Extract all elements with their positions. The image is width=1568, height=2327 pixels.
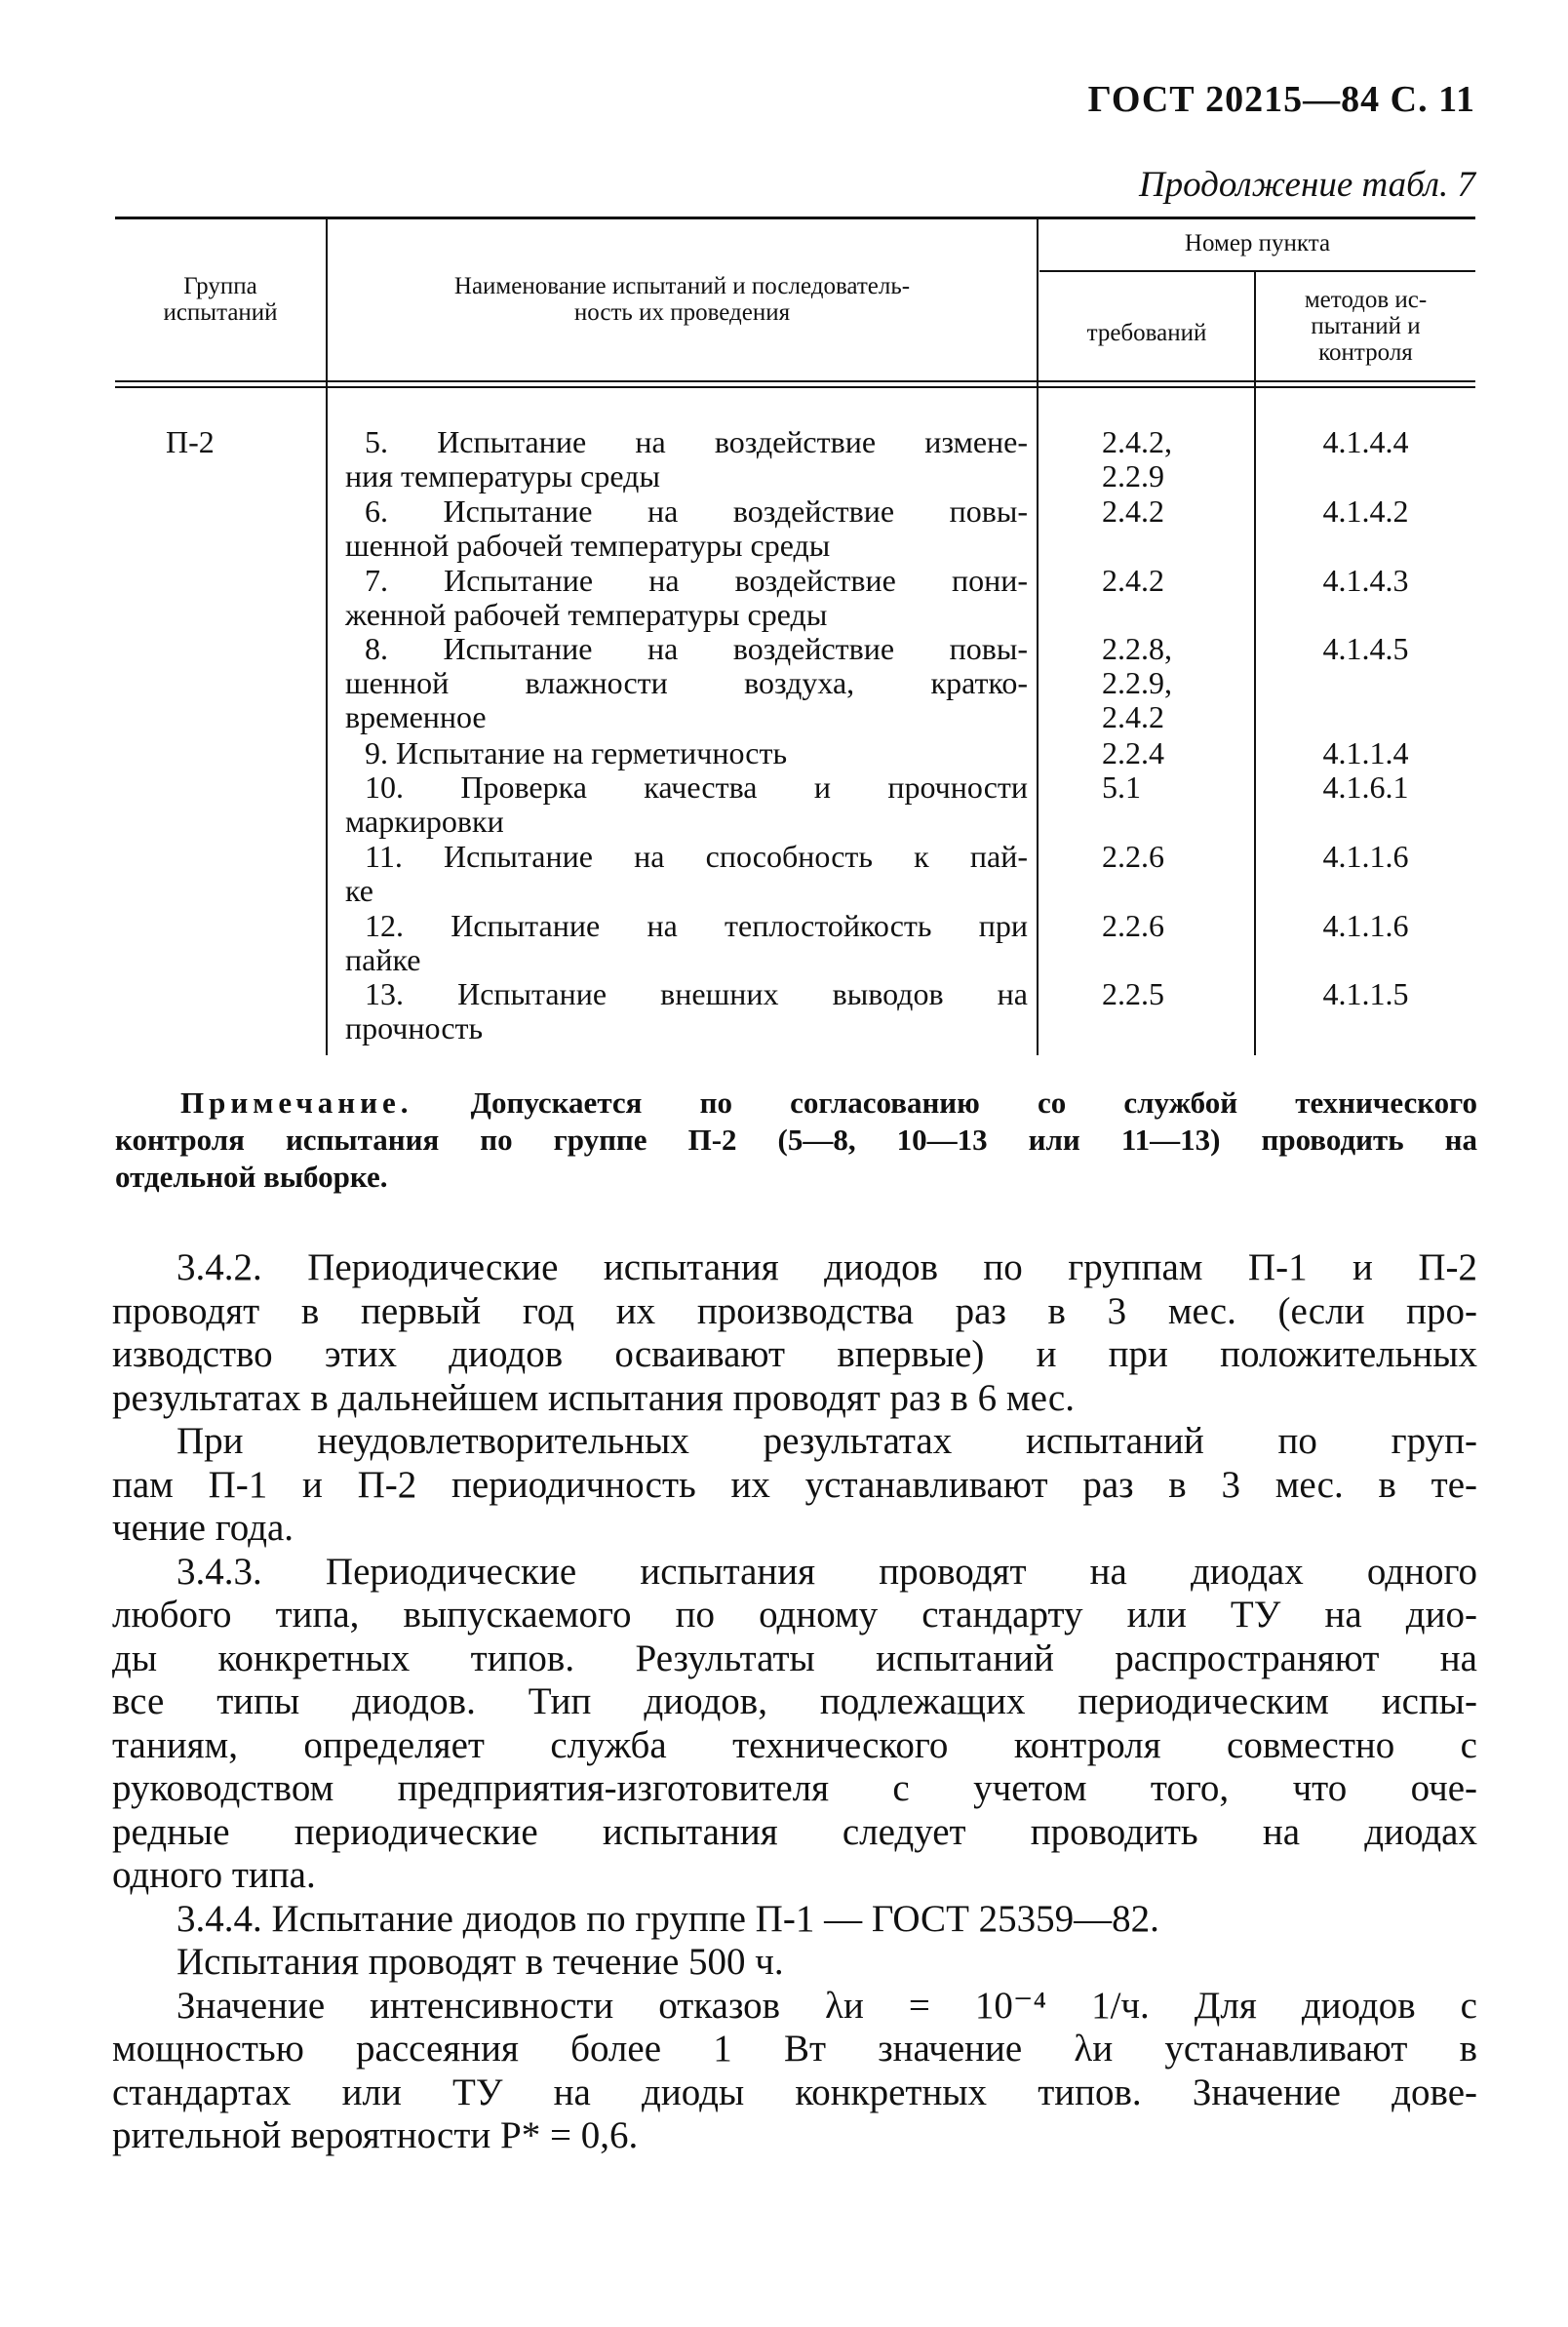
test-name-line: 12. Испытание на теплостойкость при [365,907,1028,943]
paragraph [112,1420,1477,1551]
paragraph [112,1898,1477,1942]
method-cell: 4.1.1.5 [1322,976,1409,1012]
test-name-line: пайке [345,941,421,977]
paragraph-line: чение года. [112,1507,294,1549]
requirement-ref: 2.2.6 [1102,907,1164,943]
requirement-ref: 2.2.5 [1102,976,1164,1012]
test-name-line: 7. Испытание на воздействие пони- [365,562,1028,598]
test-name-line: маркировки [345,804,504,839]
page-header: ГОСТ 20215—84 С. 11 [1087,79,1475,120]
requirements-cell [1102,770,1248,805]
table-top-rule [115,217,1475,219]
paragraph [112,1941,1477,1985]
paragraph-line: изводство этих диодов осваивают впервые) и при положительных [112,1333,1477,1375]
method-cell: 4.1.1.4 [1322,734,1409,770]
paragraph [112,1551,1477,1898]
test-name-line: 11. Испытание на способность к пай- [365,838,1028,874]
test-name-line: 6. Испытание на воздействие повы- [365,493,1028,529]
header-sub-rule [1039,270,1475,272]
test-name-line: шенной рабочей температуры среды [345,527,831,563]
paragraph-line: все типы диодов. Тип диодов, подлежащих периодическим испы- [112,1680,1477,1722]
paragraph [112,1246,1477,1420]
header-bottom-rule-a [115,380,1475,382]
test-name-line: ке [345,872,373,908]
test-name-line: 9. Испытание на герметичность [365,734,788,770]
note-line-2: контроля испытания по группе П-2 (5—8, 10—13 или 11—13) проводить на [115,1123,1477,1157]
method-cell: 4.1.4.3 [1322,562,1409,598]
group-cell: П-2 [166,424,215,459]
test-name-line: прочность [345,1010,484,1046]
header-number: Номер пункта [1184,230,1331,256]
test-name-line: временное [345,699,487,735]
paragraph-line: При неудовлетворительных результатах испытаний по груп- [176,1420,1477,1462]
requirement-ref: 2.4.2 [1102,699,1164,735]
requirements-cell [1102,494,1248,529]
paragraph-line: редные периодические испытания следует проводить на диодах [112,1810,1477,1853]
paragraph-line: проводят в первый год их производства раз в 3 мес. (если про- [112,1289,1477,1332]
requirements-cell [1102,840,1248,874]
test-name-line: шенной влажности воздуха, кратко- [345,665,1028,701]
paragraph-line: ды конкретных типов. Результаты испытаний распространяют на [112,1637,1477,1679]
method-cell: 4.1.4.2 [1322,493,1409,529]
header-requirements: требований [1086,320,1207,346]
requirement-ref: 2.2.6 [1102,838,1164,874]
vline-1 [326,217,328,1055]
method-cell: 4.1.4.4 [1322,424,1409,459]
test-name-line: 5. Испытание на воздействие измене- [365,424,1028,459]
requirements-cell [1102,977,1248,1011]
method-cell: 4.1.1.6 [1322,907,1409,943]
vline-2 [1037,217,1039,1055]
body-text [112,1246,1477,2158]
requirement-ref: 2.2.9, [1102,665,1172,701]
test-name-line: 10. Проверка качества и прочности [365,769,1028,805]
paragraph-line: руководством предприятия-изготовителя с учетом того, что оче- [112,1767,1477,1809]
test-name-cell [345,564,1028,632]
header-name: Наименование испытаний и последователь- ность их проведения [453,273,911,326]
paragraph-line: мощностью рассеяния более 1 Вт значение λи устанавливают в [112,2028,1477,2070]
test-name-line: 8. Испытание на воздействие повы- [365,631,1028,667]
table-note [115,1085,1477,1196]
requirement-ref: 2.4.2 [1102,493,1164,529]
table-caption: Продолжение табл. 7 [1138,165,1475,205]
requirement-ref: 2.2.4 [1102,734,1164,770]
header-methods: методов ис- пытаний и контроля [1304,287,1428,366]
test-name-cell [345,632,1028,734]
paragraph-line: любого типа, выпускаемого по одному стандарту или ТУ на дио- [112,1594,1477,1636]
method-cell: 4.1.1.6 [1322,838,1409,874]
header-bottom-rule-b [115,386,1475,388]
test-name-cell [345,736,1028,770]
test-name-cell [345,494,1028,563]
note-label: Примечание. [180,1085,413,1120]
test-name-line: женной рабочей температуры среды [345,596,828,632]
test-name-cell [345,909,1028,977]
requirements-cell [1102,909,1248,943]
paragraph-line: одного типа. [112,1854,316,1896]
test-name-line: ния температуры среды [345,458,660,493]
paragraph-line: Испытания проводят в течение 500 ч. [176,1941,784,1983]
method-cell: 4.1.4.5 [1322,631,1409,667]
header-group: Группа испытаний [163,273,278,326]
requirements-cell [1102,632,1248,734]
requirement-ref: 5.1 [1102,769,1141,805]
paragraph [112,1985,1477,2158]
paragraph-line: Значение интенсивности отказов λи = 10⁻⁴ 1/ч. Для диодов с [176,1984,1477,2027]
paragraph-line: таниям, определяет служба технического контроля совместно с [112,1723,1477,1766]
test-name-cell [345,770,1028,839]
paragraph-line: стандартах или ТУ на диоды конкретных типов. Значение дове- [112,2071,1477,2113]
requirement-ref: 2.4.2 [1102,562,1164,598]
requirements-cell [1102,736,1248,770]
test-table [115,217,1475,1075]
requirement-ref: 2.4.2, [1102,424,1172,459]
paragraph-line: 3.4.3. Периодические испытания проводят на диодах одного [176,1550,1477,1593]
paragraph-line: пам П-1 и П-2 периодичность их устанавливают раз в 3 мес. в те- [112,1463,1477,1506]
requirements-cell [1102,425,1248,493]
test-name-line: 13. Испытание внешних выводов на [365,976,1028,1012]
test-name-cell [345,840,1028,908]
paragraph-line: результатах в дальнейшем испытания проводят раз в 6 мес. [112,1376,1075,1419]
paragraph-line: рительной вероятности P* = 0,6. [112,2114,639,2156]
requirement-ref: 2.2.9 [1102,458,1164,493]
test-name-cell [345,977,1028,1045]
method-cell: 4.1.6.1 [1322,769,1409,805]
paragraph-line: 3.4.2. Периодические испытания диодов по группам П-1 и П-2 [176,1246,1477,1288]
test-name-cell [345,425,1028,493]
note-line-1: Допускается по согласованию со службой технического [470,1085,1477,1120]
note-line-3: отдельной выборке. [115,1160,388,1194]
paragraph-line: 3.4.4. Испытание диодов по группе П-1 — ГОСТ 25359—82. [176,1897,1159,1940]
requirements-cell [1102,564,1248,598]
requirement-ref: 2.2.8, [1102,631,1172,667]
